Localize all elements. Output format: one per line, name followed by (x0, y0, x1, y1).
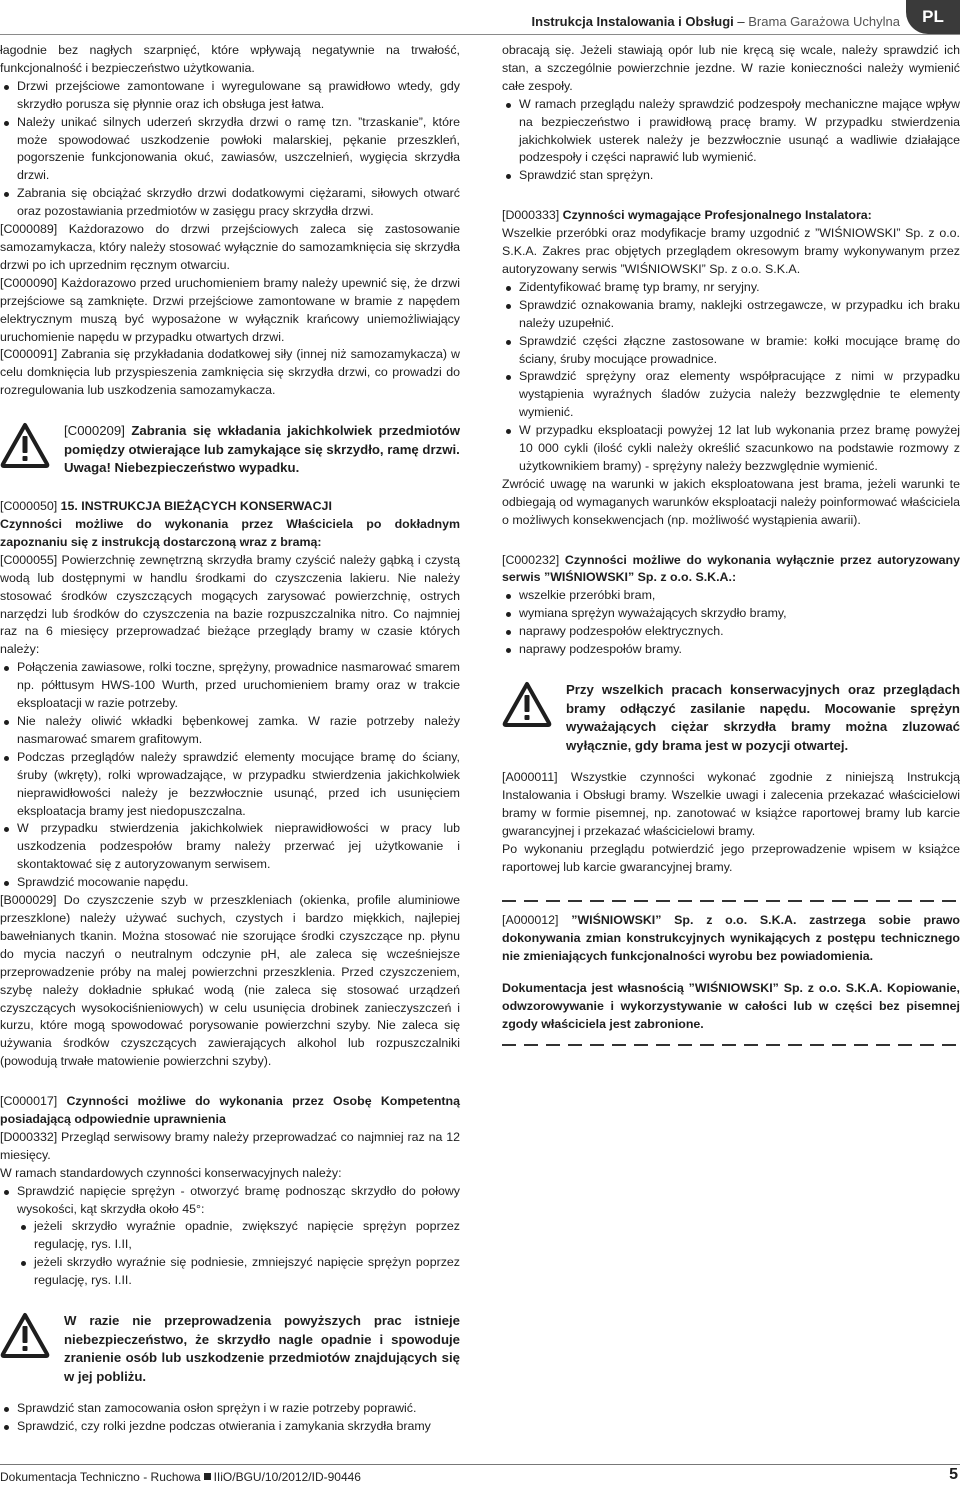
bullet-list (0, 1183, 460, 1290)
paragraph: [A000011] Wszystkie czynności wykonać zgodnie z niniejszą Instrukcją Instalowania i Obsługi bramy. Wszelkie uwagi i zalecenia przekazać właścicielowi bramy w formie pisemnej, np. zanotować w książce raportowej bramy lub karcie gwarancyjnej i przekazać właścicielowi bramy. (502, 770, 960, 838)
list-item: Sprawdzić oznakowania bramy, naklejki ostrzegawcze, w przypadku ich braku należy uzupełnić. (502, 297, 960, 333)
list-item: W przypadku stwierdzenia jakichkolwiek nieprawidłowości w pracy lub uszkodzenia podzespołów bramy należy przerwać jej użytkowanie i skontaktować się z autoryzowanym serwisem. (0, 820, 460, 874)
bullet-list (0, 78, 460, 221)
list-item: Sprawdzić sprężyny oraz elementy współpracujące z nimi w przypadku wystąpienia wyraźnych śladów zużycia należy bezzwględnie te elementy wymienić. (502, 368, 960, 422)
paragraph: [C000090] Każdorazowo przed uruchomieniem bramy należy upewnić się, że drzwi przejściowe są zamknięte. Drzwi przejściowe zamontowane w bramie z napędem elektrycznym muszą być wyposażone w wyłącznik krańcowy uniemożliwiający uruchomienie napędu w przypadku otwartych drzwi. (0, 275, 460, 344)
warning-triangle-icon (0, 1312, 50, 1358)
paragraph: Po wykonaniu przeglądu potwierdzić jego przeprowadzenie wpisem w książce raportowej lub karcie gwarancyjnej bramy. (502, 841, 960, 874)
paragraph: [C000055] Powierzchnię zewnętrzną skrzydła bramy czyścić należy gąbką i czystą wodą lub dostępnymi w handlu środkami do czyszczenia lakieru. Nie należy stosować środków czyszczących mogących zarysować powierzchnię, ostrych narzędzi lub środków do czyszczenia na bazie rozpuszczalnika nitro. Co najmniej raz na 6 miesięcy przeprowadzać bieżące przeglądy bramy w czasie których należy: (0, 552, 460, 657)
sub-list-item: jeżeli skrzydło wyraźnie się podniesie, zmniejszyć napięcie sprężyn poprzez regulację, rys. I.II. (0, 1254, 460, 1290)
section-heading (0, 498, 460, 516)
list-item: Sprawdzić części złączne zastosowane w bramie: kołki mocujące bramę do ściany, śruby mocujące prowadnice. (502, 333, 960, 369)
bullet-list (502, 279, 960, 476)
list-item: W przypadku eksploatacji powyżej 12 lat lub wykonania przez bramę powyżej 10 000 cykli (ilość cykli należy określić szacunkowo na podstawie rozmowy z użytkownikiem bramy) - sprężyny należy bezzwględnie wymienić. (502, 422, 960, 476)
warning-code: [C000209] (64, 423, 132, 439)
section-title: Czynności wymagające Profesjonalnego Instalatora: (562, 208, 872, 223)
doc-subtitle: Brama Garażowa Uchylna (748, 14, 900, 29)
section-code: [C000050] (0, 499, 61, 514)
bullet-list (0, 1400, 460, 1436)
list-item: naprawy podzespołów bramy. (502, 641, 960, 659)
section-code: [C000232] (502, 552, 565, 567)
footer-doc-id: IIiO/BGU/10/2012/ID-90446 (213, 1470, 361, 1484)
notice-paragraph (502, 912, 960, 966)
section-code: [D000333] (502, 208, 563, 223)
bullet-list (502, 587, 960, 659)
doc-title: Instrukcja Instalowania i Obsługi (531, 14, 734, 29)
section-code: [C000017] (0, 1094, 67, 1109)
sub-list-item: jeżeli skrzydło wyraźnie opadnie, zwiększyć napięcie sprężyn poprzez regulację, rys. I.II, (0, 1218, 460, 1254)
copyright-notice: Dokumentacja jest własnością ”WIŚNIOWSKI” Sp. z o.o. S.K.A. Kopiowanie, odwzorowywanie i wykorzystywanie w całości lub w części bez pisemnej zgody właściciela jest zabronione. (502, 981, 960, 1031)
list-item: Połączenia zawiasowe, rolki toczne, sprężyny, prowadnice nasmarować smarem np. półttusym HWS-100 Wurth, przed uruchomieniem bramy oraz w trakcie eksploatacji w razie potrzeby. (0, 659, 460, 713)
sub-list (0, 1218, 460, 1290)
dashed-separator (502, 1044, 960, 1046)
list-item: Sprawdzić stan sprężyn. (502, 167, 960, 185)
list-item (0, 1183, 460, 1290)
list-item: Zabrania się obciążać skrzydło drzwi dodatkowymi ciężarami, siłowych otwarć oraz pozostawiania przedmiotów w zasięgu pracy skrzydła drzwi. (0, 185, 460, 221)
paragraph: łagodnie bez nagłych szarpnięć, które wpływają negatywnie na trwałość, funkcjonalność i bezpieczeństwo użytkowania. (0, 43, 460, 75)
dashed-separator (502, 900, 960, 902)
footer-doc-type: Dokumentacja Techniczno - Ruchowa (0, 1470, 201, 1484)
section-subtitle: Czynności możliwe do wykonania przez Właściciela po dokładnym zapoznaniu się z instrukcją dostarczoną wraz z bramą: (0, 517, 460, 549)
paragraph: W ramach standardowych czynności konserwacyjnych należy: (0, 1165, 342, 1180)
paragraph: Wszelkie przeróbki oraz modyfikacje bramy uzgodnić z ”WIŚNIOWSKI” Sp. z o.o. S.K.A. Zakres prac objętych przeglądem okresowym bramy wykonywanym przez autoryzowany serwis ”WIŚNIOWSKI” Sp. z o.o. S.K.A. (502, 226, 960, 276)
warning-box (0, 1312, 460, 1386)
section-heading (502, 207, 960, 225)
section-title: Czynności możliwe do wykonania przez Osobę Kompetentną posiadającą odpowiednie uprawnienia (0, 1094, 460, 1127)
list-item: W ramach przeglądu należy sprawdzić podzespoły mechaniczne mające wpływ na bezpieczeństwo i prawidłową pracę bramy. W przypadku stwierdzenia jakichkolwiek usterek należy je bezzwłocznie usunąć a wadliwie działające podzespoły i części naprawić lub wymienić. (502, 96, 960, 168)
list-item: Nie należy oliwić wkładki bębenkowej zamka. W razie potrzeby należy nasmarować smarem grafitowym. (0, 713, 460, 749)
warning-text (64, 422, 460, 478)
warning-message: Zabrania się wkładania jakichkolwiek przedmiotów pomiędzy otwierające lub zamykające się skrzydło, ramę drzwi. (64, 423, 460, 457)
paragraph: [D000332] Przegląd serwisowy bramy należy przeprowadzać co najmniej raz na 12 miesięcy. (0, 1129, 460, 1162)
language-label: PL (922, 7, 944, 26)
paragraph: obracają się. Jeżeli stawiają opór lub nie kręcą się wcale, należy sprawdzić ich stan, a szczególnie powierzchnie jezdne. W razie konieczności należy wymienić całe zespoły. (502, 43, 960, 93)
square-bullet-icon (204, 1473, 211, 1480)
list-item: wymiana sprężyn wyważających skrzydło bramy, (502, 605, 960, 623)
bullet-list (502, 96, 960, 186)
page-number: 5 (949, 1466, 958, 1483)
list-item: Sprawdzić mocowanie napędu. (0, 874, 460, 892)
left-column (0, 42, 460, 1436)
header-rule (0, 34, 960, 35)
warning-triangle-icon (502, 681, 552, 727)
language-badge (906, 0, 960, 34)
list-item: Podczas przeglądów należy sprawdzić elementy mocujące bramę do ściany, śruby (wkręty), rolki wprowadzające, w przypadku stwierdzenia jakichkolwiek nieprawidłowości należy je bezzwłocznie usunąć, przed ich usunięciem eksploatacja bramy jest niedopuszczalna. (0, 749, 460, 821)
title-separator: – (733, 14, 749, 29)
footer-info (0, 1470, 361, 1484)
paragraph: [C000089] Każdorazowo do drzwi przejściowych zaleca się zastosowanie samozamykacza, który należy stosować wyłącznie do samozamknięcia się skrzydła drzwi po ich uprzednim ręcznym otwarciu. (0, 222, 460, 272)
paragraph: Zwrócić uwagę na warunki w jakich eksploatowana jest brama, jeżeli warunki te odbiegają od wymaganych warunków eksploatacji należy poinformować właściciela o możliwych konsekwencjach (np. możliwość wystąpienia awarii). (502, 476, 960, 527)
right-column (502, 42, 960, 1056)
warning-caution: Uwaga! Niebezpieczeństwo wypadku. (64, 460, 300, 476)
list-item: Zidentyfikować bramę typ bramy, nr seryjny. (502, 279, 960, 297)
list-item-text: Sprawdzić napięcie sprężyn - otworzyć bramę podnosząc skrzydło do połowy wysokości, kąt skrzydła około 45°: (17, 1183, 460, 1216)
warning-text: W razie nie przeprowadzenia powyższych prac istnieje niebezpieczeństwo, że skrzydło nagle opadnie i spowoduje zranienie osób lub uszkodzenie przedmiotów znajdujących się w jej pobliżu. (64, 1313, 460, 1384)
section-title: Czynności możliwe do wykonania wyłącznie przez autoryzowany serwis ”WIŚNIOWSKI” Sp. z o.o. S.K.A.: (502, 552, 960, 585)
section-title: 15. INSTRUKCJA BIEŻĄCYCH KONSERWACJI (60, 499, 332, 514)
list-item: Sprawdzić stan zamocowania osłon sprężyn i w razie potrzeby poprawić. (0, 1400, 460, 1418)
list-item: Należy unikać silnych uderzeń skrzydła drzwi o ramę tzn. ”trzaskanie”, które może spowodować uszkodzenie powłoki malarskiej, pękanie przeszkleń, pogorszenie funkcjonowania okuć, zawiasów, uszczelnień, wygięcia skrzydła drzwi. (0, 114, 460, 186)
warning-text: Przy wszelkich pracach konserwacyjnych oraz przeglądach bramy odłączyć zasilanie napędu. Mocowanie sprężyn wyważających ciężar skrzydła bramy można zluzować wyłącznie, gdy brama jest w pozycji otwartej. (566, 682, 960, 753)
paragraph: [B000029] Do czyszczenie szyb w przeszkleniach (okienka, profile aluminiowe przeszklone) należy używać suchych, czystych i bardzo miękkich, najlepiej bawełnianych tkanin. Można stosować nie szorujące środki czyszczące np. płynu do mycia naczyń o neutralnym odczynie pH, ale zaleca się wcześniejsze przeprowadzenie próby na malej powierzchni przeszklenia. Przed czyszczeniem, szybę należy dokładnie spłukać wodą (nie zaleca się stosować urządzeń czyszczących wysokociśnieniowych) w celu usunięcia drobinek zanieczyszczeń i kurzu, które mogą spowodować porysowanie powierzchni szyby. Nie zaleca się używania środków czyszczących zawierających alkohol lub rozpuszczalniki (powodują trwałe matowienie powierzchni szyby). (0, 893, 460, 1069)
notice-text: ”WIŚNIOWSKI” Sp. z o.o. S.K.A. zastrzega sobie prawo dokonywania zmian konstrukcyjnych wynikających z postępu technicznego nie zmieniających funkcjonalności wyrobu bez powiadomienia. (502, 913, 960, 964)
header-title (532, 14, 900, 29)
warning-box (0, 422, 460, 492)
warning-box (502, 681, 960, 755)
list-item: wszelkie przeróbki bram, (502, 587, 960, 605)
notice-code: [A000012] (502, 913, 572, 928)
bullet-list (0, 659, 460, 892)
section-heading (0, 1093, 460, 1129)
list-item: naprawy podzespołów elektrycznych. (502, 623, 960, 641)
footer-rule (0, 1464, 960, 1465)
paragraph: [C000091] Zabrania się przykładania dodatkowej siły (innej niż samozamykacza) w celu domknięcia lub przyspieszenia zamknięcia się skrzydła drzwi, co prowadzi do rozregulowania lub uszkodzenia samozamykacza. (0, 347, 460, 398)
list-item: Sprawdzić, czy rolki jezdne podczas otwierania i zamykania skrzydła bramy (0, 1418, 460, 1436)
section-heading (502, 552, 960, 588)
list-item: Drzwi przejściowe zamontowane i wyregulowane są prawidłowo wtedy, gdy skrzydło porusza się płynnie oraz ich obsługa jest łatwa. (0, 78, 460, 114)
warning-triangle-icon (0, 422, 50, 468)
